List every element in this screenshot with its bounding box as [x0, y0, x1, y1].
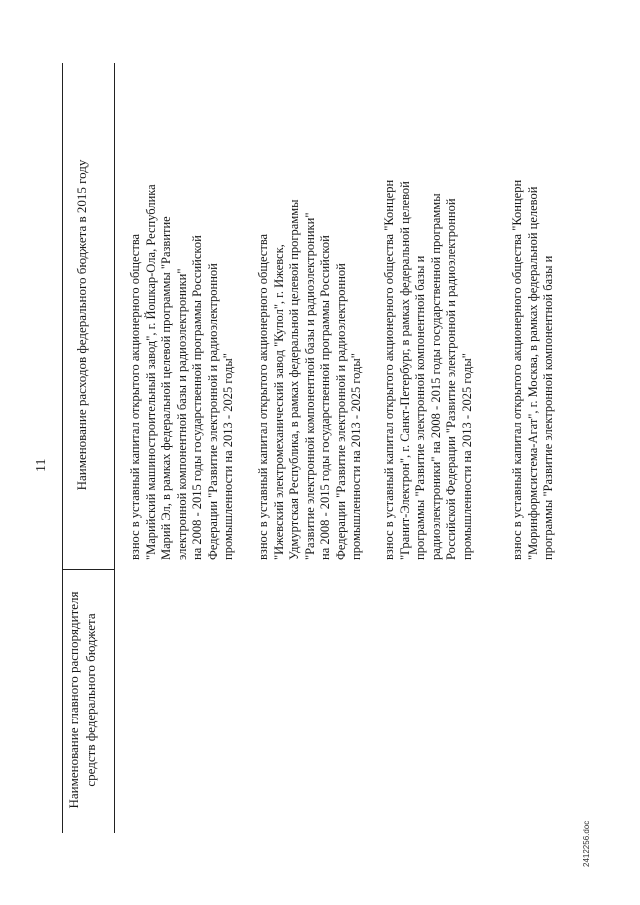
- expense-entry: взнос в уставный капитал открытого акционерного общества "Концерн "Моринформсистема-Агат", г. Москва, в рамках федеральной целевой программы "Развитие электронной компонентной базы и: [510, 179, 555, 560]
- document-id: 2412256.doc: [582, 820, 591, 867]
- expense-entry: взнос в уставный капитал открытого акционерного общества "Марийский машиностроительный завод", г. Йошкар-Ола, Республика Марий Эл, в рамках федеральной целевой программы "Развитие электронной компонентной базы и радиоэлектроники" на 2008 - 2015 годы государственной программы Российской Федерации "Развитие электронной и радиоэлектронной промышленности на 2013 - 2025 годы": [128, 184, 235, 560]
- expense-entry: взнос в уставный капитал открытого акционерного общества "Ижевский электромеханический завод "Купол", г. Ижевск, Удмуртская Республика, в рамках федеральной целевой программы "Развитие электронной компонентной базы и радиоэлектроники" на 2008 - 2015 годы государственной программы Российской Федерации "Развитие электронной и радиоэлектронной промышленности на 2013 - 2025 годы": [256, 199, 363, 560]
- page-number: 11: [34, 458, 49, 472]
- table-header-bottom-border: [114, 63, 115, 833]
- table-top-border: [62, 63, 63, 833]
- header-expense-name: Наименование расходов федерального бюджета в 2015 году: [74, 159, 89, 491]
- header-budget-holder: Наименование главного распорядителя средств федерального бюджета: [66, 591, 98, 809]
- table-column-divider: [62, 569, 114, 570]
- expense-entry: взнос в уставный капитал открытого акционерного общества "Концерн "Гранит-Электрон", г. Санкт-Петербург, в рамках федеральной целевой программы "Развитие электронной компонентной базы и радиоэлектроники" на 2008 - 2015 годы государственной программы Российской Федерации "Развитие электронной и радиоэлектронной промышленности на 2013 - 2025 годы": [382, 179, 474, 560]
